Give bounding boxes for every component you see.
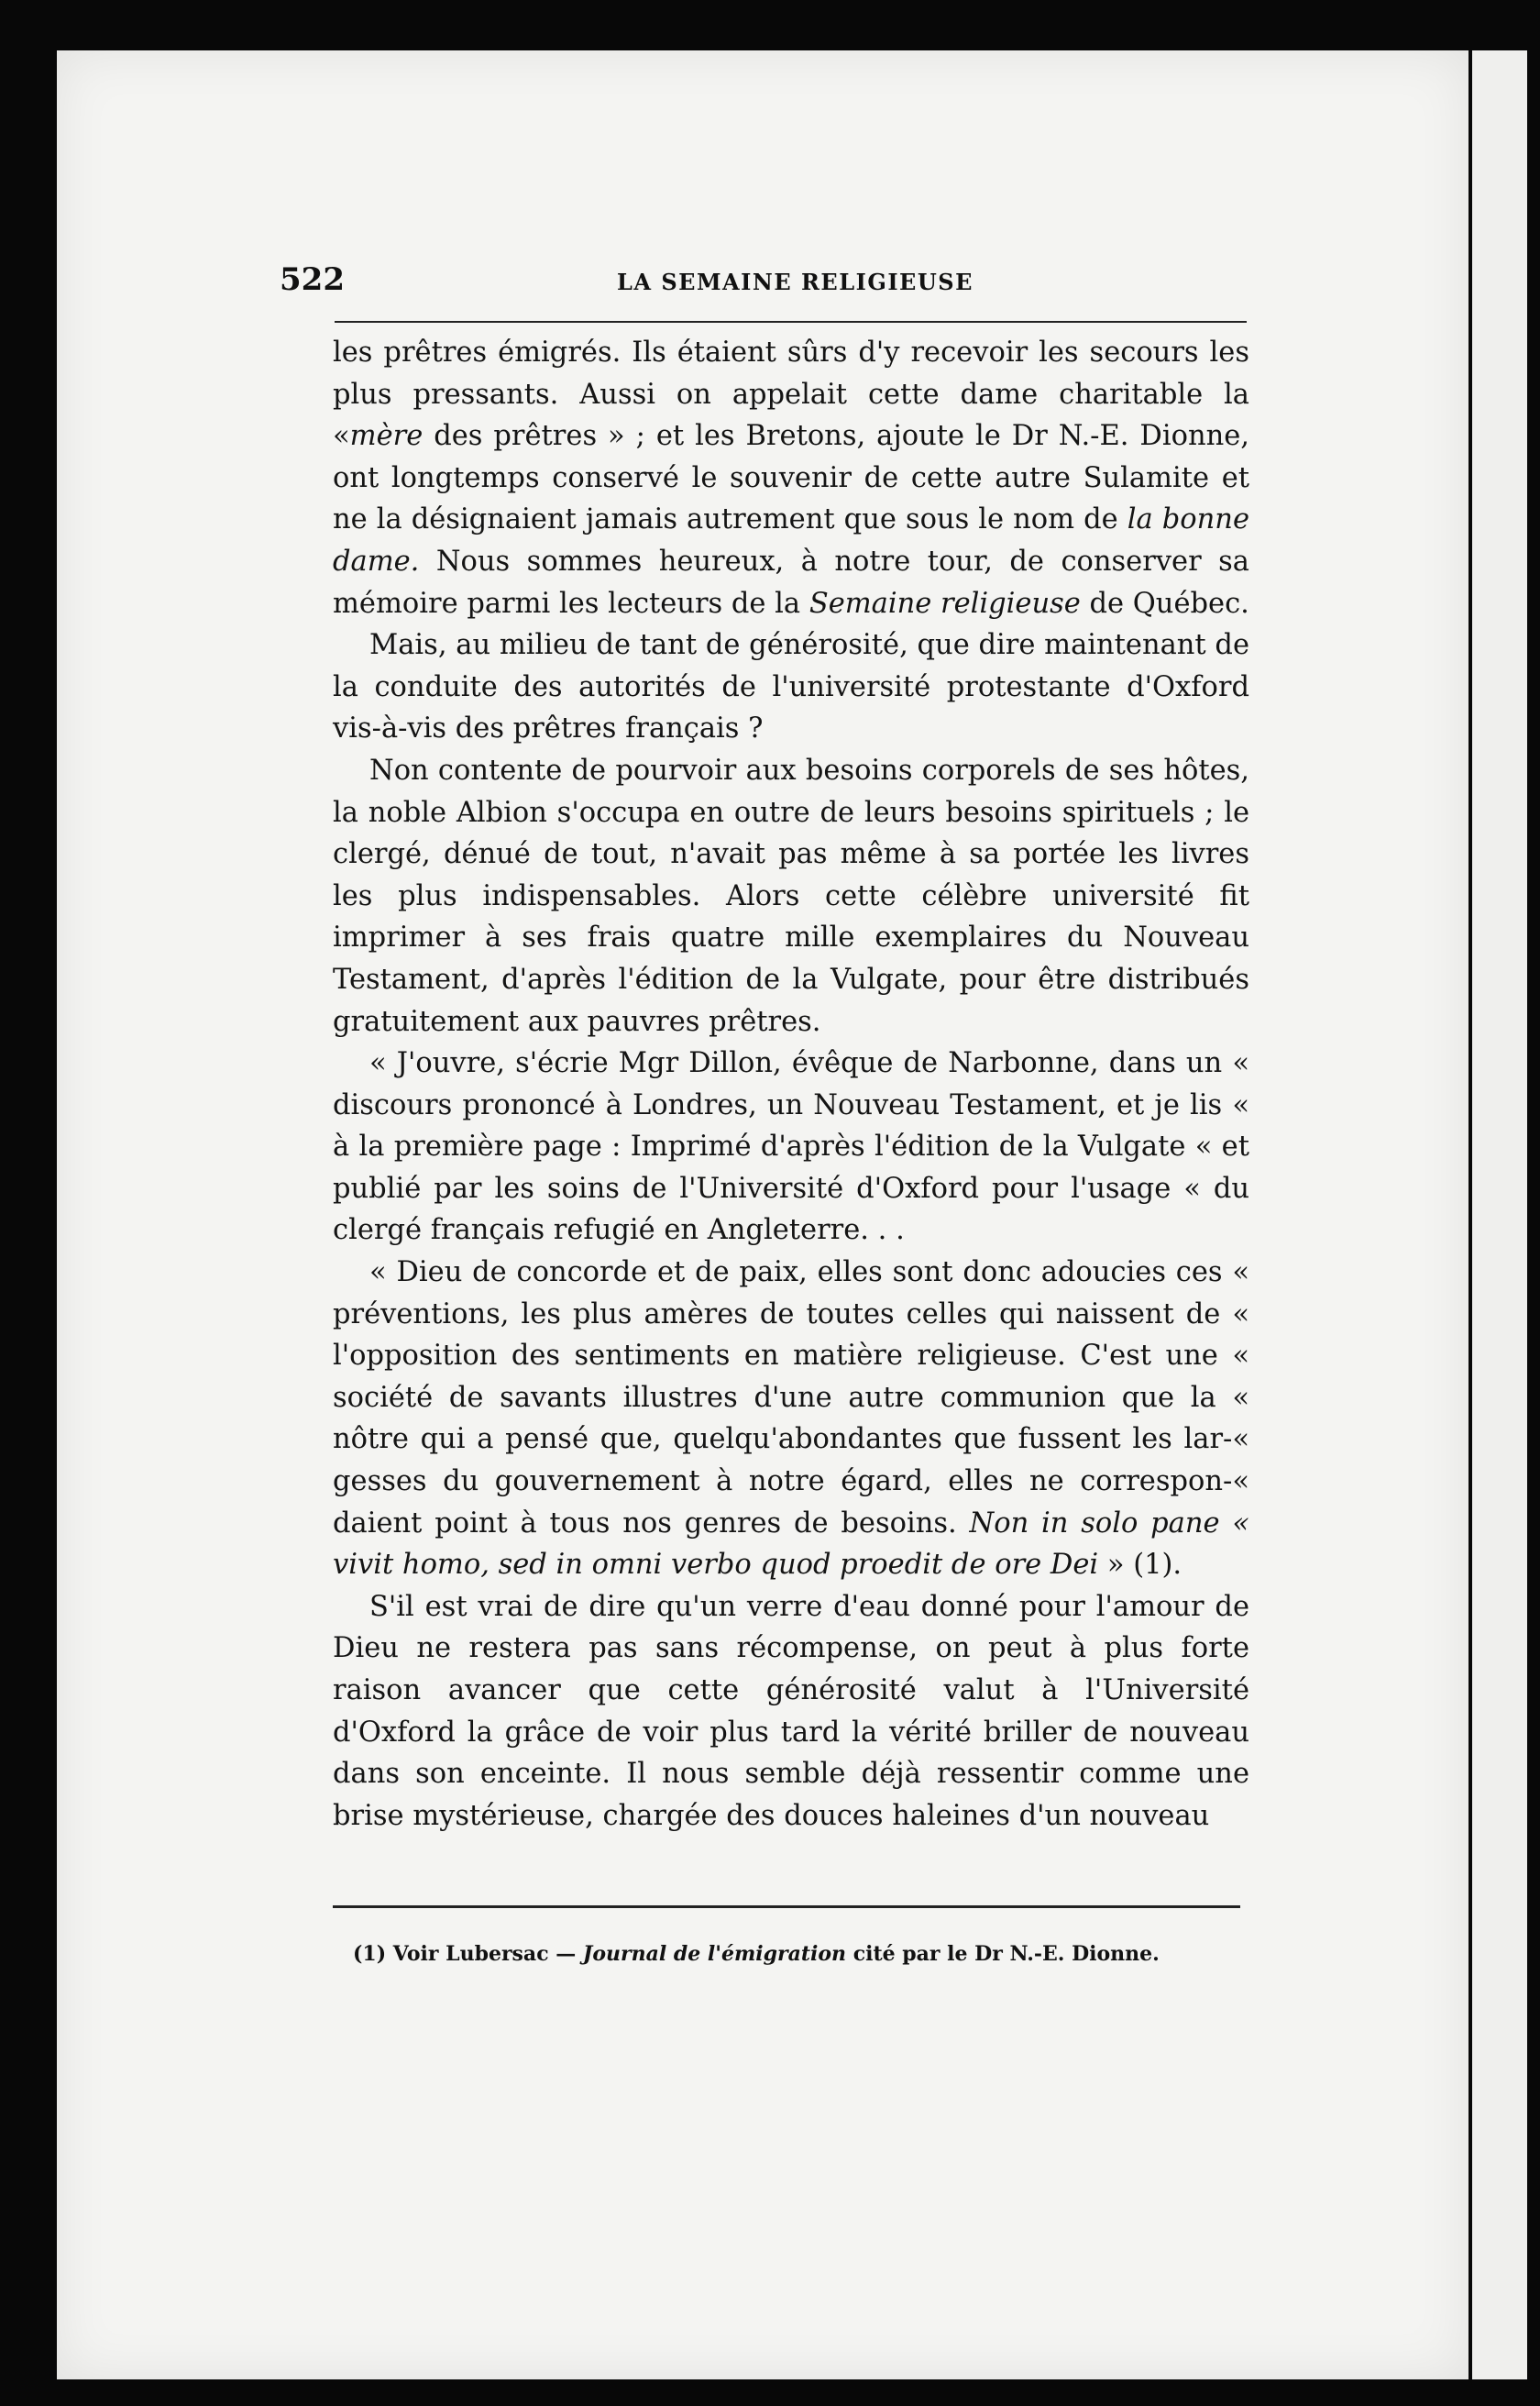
paragraph-3: Non contente de pourvoir aux besoins corporels de ses hôtes, la noble Albion s'occupa en outre de leurs besoins spirituels ; le clergé, dénué de tout, n'avait pas même à sa portée les livres les plus indispensables. Alors cette célèbre université fit imprimer à ses frais quatre mille exemplaires du Nouveau Testament, d'après l'édition de la Vulgate, pour être distribués gratuitement aux pauvres prêtres. <box>333 754 1249 1038</box>
header-rule <box>335 321 1247 323</box>
paragraph-1-part-g: de Québec. <box>1080 587 1249 620</box>
paragraph-1 <box>333 332 1249 624</box>
paragraph-1-part-a: les prêtres émigrés. Ils étaient sûrs d'y recevoir les secours les plus pressants. Aussi on appelait cette dame charitable la « <box>333 337 1249 453</box>
footnote-part-a: (1) Voir Lubersac — <box>353 1942 583 1966</box>
running-title: LA SEMAINE RELIGIEUSE <box>617 269 974 295</box>
next-page-edge <box>1472 50 1527 2379</box>
page-number: 522 <box>280 261 345 298</box>
body-text <box>333 332 1249 1837</box>
paragraph-5-part-a: « Dieu de concorde et de paix, elles sont donc adoucies ces « préventions, les plus amères de toutes celles qui naissent de « l'opposition des sentiments en matière religieuse. C'est une « société de savants illustres d'une autre communion que la « nôtre qui a pensé que, quelqu'abondantes que fussent les lar-« gesses du gouvernement à notre égard, elles ne correspon-« daient point à tous nos genres de besoins. <box>333 1256 1249 1540</box>
footnote-journal-title: Journal de l'émigration <box>582 1942 847 1966</box>
paragraph-1-italic-bonne-dame: la bonne dame. <box>333 503 1249 578</box>
footnote-rule <box>333 1905 1240 1908</box>
footnote <box>353 1942 1233 1966</box>
paragraph-6: S'il est vrai de dire qu'un verre d'eau donné pour l'amour de Dieu ne restera pas sans récompense, on peut à plus forte raison avancer que cette générosité valut à l'Université d'Oxford la grâce de voir plus tard la vérité briller de nouveau dans son enceinte. Il nous semble déjà ressentir comme une brise mystérieuse, chargée des douces haleines d'un nouveau <box>333 1590 1249 1832</box>
paragraph-1-italic-semaine: Semaine religieuse <box>808 587 1081 620</box>
paragraph-1-part-e: Nous sommes heureux, à notre tour, de conserver sa mémoire parmi les lecteurs de la <box>333 545 1249 620</box>
paragraph-4-quote: « J'ouvre, s'écrie Mgr Dillon, évêque de Narbonne, dans un « discours prononcé à Londres, un Nouveau Testament, et je lis « à la première page : Imprimé d'après l'édition de la Vulgate « et publié par les soins de l'Université d'Oxford pour l'usage « du clergé français refugié en Angleterre. . . <box>333 1047 1249 1247</box>
paragraph-5-quote <box>333 1252 1249 1586</box>
footnote-part-c: cité par le Dr N.-E. Dionne. <box>846 1942 1160 1966</box>
paragraph-2: Mais, au milieu de tant de générosité, que dire maintenant de la conduite des autorités de l'université protestante d'Oxford vis-à-vis des prêtres français ? <box>333 629 1249 745</box>
paragraph-1-part-c: des prêtres » ; et les Bretons, ajoute le Dr N.-E. Dionne, ont longtemps conservé le souvenir de cette autre Sulamite et ne la désignaient jamais autrement que sous le nom de <box>333 420 1249 536</box>
page-header <box>280 261 1247 302</box>
paragraph-1-italic-mere: mère <box>349 420 424 453</box>
paragraph-5-part-c: » (1). <box>1098 1549 1182 1582</box>
paragraph-5-latin-quote: Non in solo pane « vivit homo, sed in omni verbo quod proedit de ore Dei <box>333 1507 1249 1582</box>
